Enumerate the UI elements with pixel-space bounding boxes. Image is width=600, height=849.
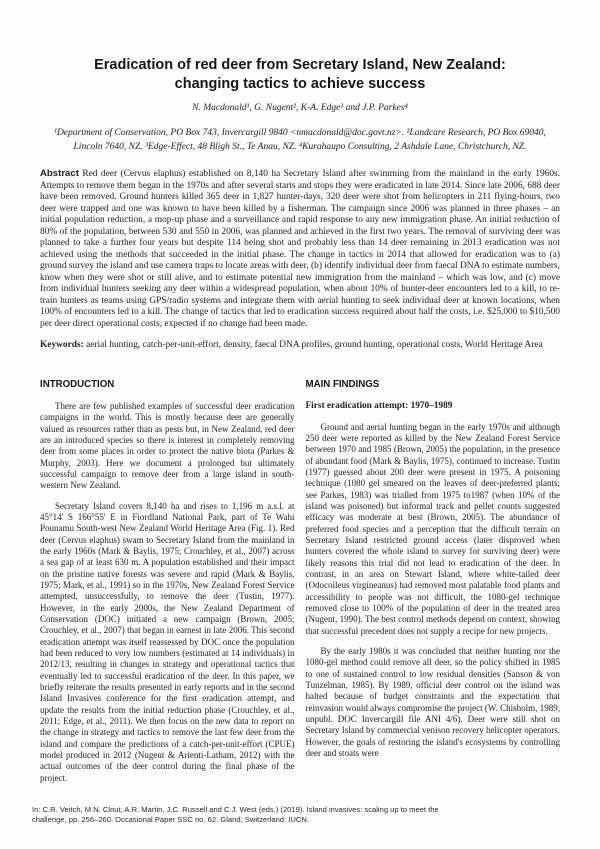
affiliations: ¹Department of Conservation, PO Box 743, Invercargill 9840 <nmacdonald@doc.govt.nz>. ²Landcare Research, PO Box 69040, Lincoln 7640, NZ. ³Edge-Effect, 48 Bligh St., Te Anau, NZ. ⁴Kurahaupo Consulting, 2 Ashdale Lane, Christchurch, NZ. [54, 128, 546, 152]
keywords-section [40, 340, 560, 352]
right-column [306, 379, 561, 793]
introduction-heading: INTRODUCTION [40, 378, 115, 390]
main-findings-paragraph-2: By the early 1980s it was concluded that neither hunting nor the 1080-gel method could remove all deer, so the policy shifted in 1985 to one of sustained control to low residual densities (Sanson & von Tunzelman, 1985). By 1989, official deer control on the island was halted because of budget constraints and the expectation that reinvasion would always compromise the project (W. Chisholm, 1989, unpubl. DOC Invercargill file ANI 4/6). Deer were still shot on Secretary Island by commercial venison recovery helicopter operators. However, the goals of restoring the island's ecosystems by controlling deer and stoats were [305, 645, 560, 758]
main-findings-heading: MAIN FINDINGS [305, 378, 380, 390]
main-findings-paragraph-1: Ground and aerial hunting began in the early 1970s and although 250 deer were reported as killed by the New Zealand Forest Service between 1970 and 1985 (Brown, 2005) the population, in the presence of abundant food (Mark & Baylis, 1975), continued to increase. Tustin (1977) guessed about 200 deer were present in 1975. A poisoning technique (1080 gel smeared on the leaves of deer-preferred plants; see Parkes, 1983) was trialled from 1975 to1987 (when 10% of the island was poisoned) but informal track and pellet counts suggested efficacy was moderate at best (Brown, 2005). The abundance of preferred food species and a perception that the difficult terrain on Secretary Island restricted ground access (later disproved when hunters covered the whole island to survey for surviving deer) were likely reasons this trial did not lead to eradication of the deer. In contrast, in an area on Stewart Island, where white-tailed deer (Odocoileus virgineanus) had removed most palatable food plants and accessibility to people was not difficult, the 1080-gel technique removed close to 100% of the population of deer in the treated area (Nugent, 1990). The best control methods depend on context, showing that successful precedent does not supply a recipe for new projects. [305, 421, 560, 636]
left-column [40, 379, 295, 793]
keywords-label: Keywords: [40, 340, 84, 351]
two-column-body [40, 379, 560, 793]
first-eradication-subheading: First eradication attempt: 1970–1989 [305, 401, 453, 412]
abstract-label: Abstract [40, 168, 79, 180]
abstract-text: Red deer (Cervus elaphus) established on 8,140 ha Secretary Island after swimming from the mainland in the early 1960s. Attempts to remove them began in the 1970s and after several starts and stops they were eradicated in late 2014. Since late 2006, 688 deer have been removed. Ground hunters killed 365 deer in 1,827 hunter-days, 320 deer were shot from helicopters in 211 flying-hours, two deer were trapped and one was known to have been killed by a fisherman. The campaign since 2006 was planned in three phases – an initial population reduction, a mop-up phase and a surveillance and rapid response to any new immigration phase. An initial reduction of 80% of the population, between 530 and 550 in 2006, was planned and achieved in the first two years. The removal of surviving deer was planned to take a further four years but despite 114 being shot and probably less than 14 deer remaining in 2013 eradication was not achieved using the methods that succeeded in the initial phase. The change in tactics in 2014 that allowed for eradication was to (a) ground survey the island and use camera traps to locate areas with deer, (b) identify individual deer from faecal DNA to estimate numbers, know when they were shot or still alive, and to estimate potential new immigration from the mainland – which was low, and (c) move from individual hunters seeking any deer within a widespread population, when about 10% of hunter-deer encounters led to a kill, to re-train hunters as teams using GPS/radio systems and integrate them with aerial hunting to seek individual deer at known locations, when 100% of encounters led to a kill. The change of tactics that led to eradication success required about half the costs, i.e. $25,000 to $10,500 per deer direct operational costs, expected if no change had been made. [40, 169, 560, 329]
introduction-paragraph-2: Secretary Island covers 8,140 ha and rises to 1,196 m a.s.l. at 45°14' S 166°55' E in Fiordland National Park, part of Te Wahi Pounamu South-west New Zealand World Heritage Area (Fig. 1). Red deer (Cervus elaphus) swam to Secretary Island from the mainland in the early 1960s (Mark & Baylis, 1975; Crouchley, et al., 2007) across a sea gap of at least 630 m. A population established and their impact on the pristine native forests was severe and rapid (Mark & Baylis, 1975; Mark, et al., 1991) so in the 1970s, New Zealand Forest Service attempted, unsuccessfully, to remove the deer (Tustin, 1977). However, in the early 2000s, the New Zealand Department of Conservation (DOC) initiated a new campaign (Brown, 2005; Crouchley, et al., 2007) that began in earnest in late 2006. This second eradication attempt was itself reassessed by DOC once the population had been reduced to very low numbers (estimated at 14 individuals) in 2012/13, resulting in changes in strategy and operational tactics that eventually led to successful eradication of the deer. In this paper, we briefly reiterate the results presented in early reports and in the second Island Invasives conference for the first eradication attempt, and update the results from the initial reduction phase (Crouchley, et al., 2011; Edge, et al., 2011). We then focus on the new data to report on the change in strategy and tactics to remove the last few deer from the island and compare the predictions of a catch-per-unit-effort (CPUE) model produced in 2012 (Nugent & Arienti-Latham, 2012) with the actual outcomes of the deer control during the final phase of the project. [40, 500, 295, 783]
authors-line: N. Macdonald¹, G. Nugent², K-A. Edge³ and J.P. Parkes⁴ [192, 103, 408, 114]
footer-citation: In: C.R. Veitch, M.N. Clout, A.R. Martin, J.C. Russell and C.J. West (eds.) (2019). Island invasives: scaling up to meet the challenge, pp. 256–260. Occasional Paper SSC no. 62. Gland, Switzerland: IUCN. [32, 804, 439, 824]
paper-title: Eradication of red deer from Secretary Island, New Zealand: changing tactics to achieve success [94, 57, 506, 92]
introduction-paragraph-1: There are few published examples of successful deer eradication campaigns in the world. This is mostly because deer are generally valued as resources rather than as pests but, in New Zealand, red deer are an introduced species so there is interest in completely removing deer from some places in order to protect the native biota (Parkes & Murphy, 2003). Here we document a prolonged but ultimately successful campaign to remove deer from a large island in south-western New Zealand. [40, 401, 295, 491]
abstract-section [40, 168, 560, 330]
keywords-text: aerial hunting, catch-per-unit-effort, density, faecal DNA profiles, ground hunting, operational costs, World Heritage Area [86, 340, 543, 351]
